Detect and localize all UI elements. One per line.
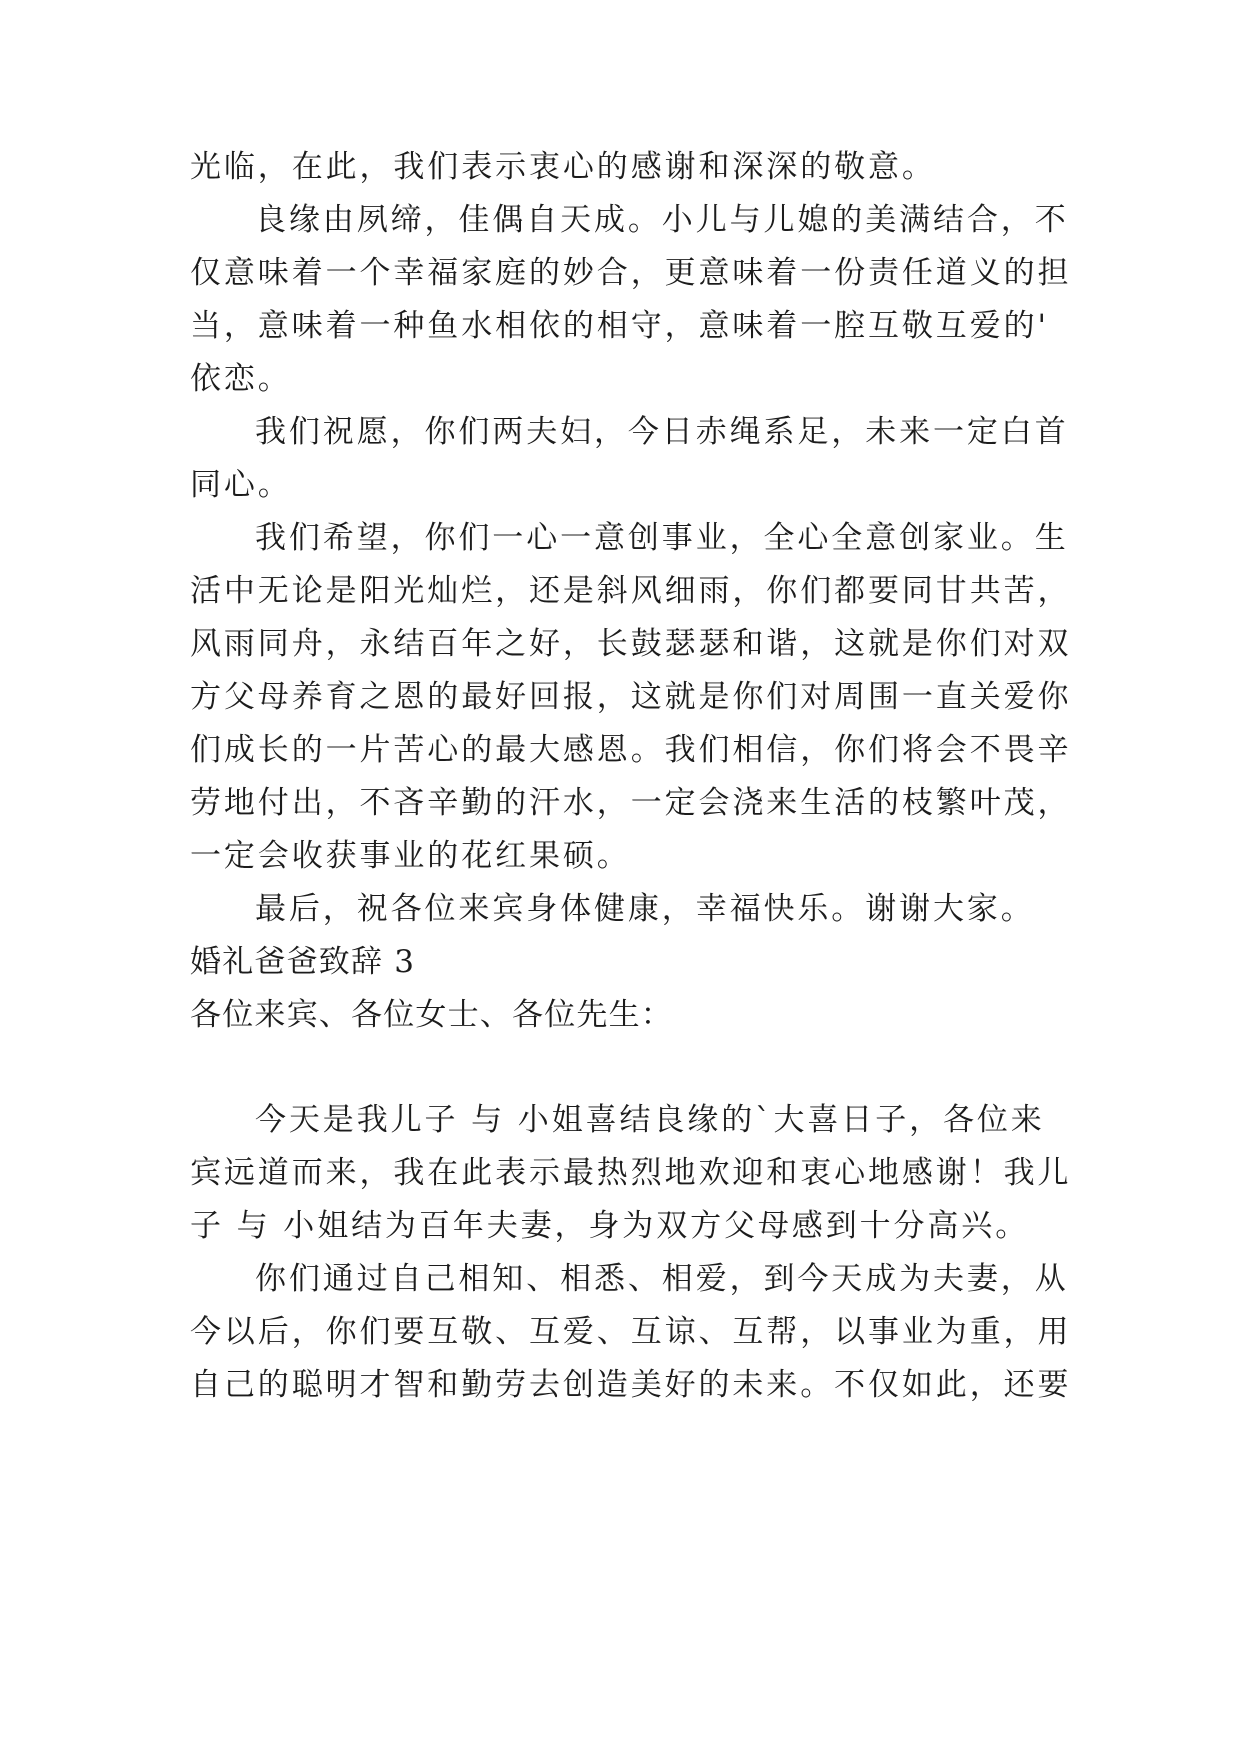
text-line: 当，意味着一种鱼水相依的相守，意味着一腔互敬互爱的' (190, 308, 1049, 344)
text-line: 活中无论是阳光灿烂，还是斜风细雨，你们都要同甘共苦， (190, 573, 1072, 609)
text-line: 宾远道而来，我在此表示最热烈地欢迎和衷心地感谢！我儿 (190, 1155, 1072, 1191)
text-line: 一定会收获事业的花红果硕。 (190, 838, 631, 874)
text-line: 子 与 小姐结为百年夫妻，身为双方父母感到十分高兴。 (190, 1208, 1030, 1244)
text-line: 良缘由夙缔，佳偶自天成。小儿与儿媳的美满结合，不 (255, 202, 1069, 238)
text-line: 今以后，你们要互敬、互爱、互谅、互帮，以事业为重，用 (190, 1314, 1072, 1350)
text-line: 光临，在此，我们表示衷心的感谢和深深的敬意。 (190, 149, 936, 185)
text-line: 仅意味着一个幸福家庭的妙合，更意味着一份责任道义的担 (190, 255, 1072, 291)
text-line: 风雨同舟，永结百年之好，长鼓瑟瑟和谐，这就是你们对双 (190, 626, 1072, 662)
text-line: 今天是我儿子 与 小姐喜结良缘的`大喜日子，各位来 (255, 1102, 1045, 1138)
text-line: 们成长的一片苦心的最大感恩。我们相信，你们将会不畏辛 (190, 732, 1072, 768)
text-line: 同心。 (190, 467, 292, 503)
text-line: 方父母养育之恩的最好回报，这就是你们对周围一直关爱你 (190, 679, 1072, 715)
text-line: 劳地付出，不吝辛勤的汗水，一定会浇来生活的枝繁叶茂， (190, 785, 1072, 821)
text-line: 我们祝愿，你们两夫妇，今日赤绳系足，未来一定白首 (255, 414, 1069, 450)
text-line: 依恋。 (190, 361, 292, 397)
text-line: 你们通过自己相知、相悉、相爱，到今天成为夫妻，从 (255, 1261, 1069, 1297)
section-heading: 婚礼爸爸致辞 3 (190, 944, 416, 980)
salutation: 各位来宾、各位女士、各位先生： (190, 997, 673, 1033)
text-line: 自己的聪明才智和勤劳去创造美好的未来。不仅如此，还要 (190, 1367, 1072, 1403)
text-line: 最后，祝各位来宾身体健康，幸福快乐。谢谢大家。 (255, 891, 1035, 927)
text-line: 我们希望，你们一心一意创事业，全心全意创家业。生 (255, 520, 1069, 556)
